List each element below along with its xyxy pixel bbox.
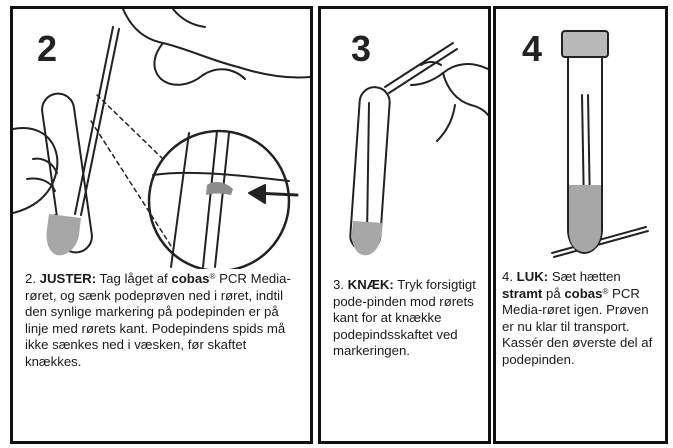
step-2-brand: cobas [171, 271, 210, 286]
step-2-caption [25, 271, 305, 371]
step-2-illustration [13, 9, 310, 269]
step-4-text-1: Sæt hætten [551, 269, 621, 284]
step-3-caption [333, 277, 479, 360]
tube-liquid-4 [569, 185, 601, 252]
step-3-prefix: 3. [333, 277, 344, 292]
step-2-heading: JUSTER: [39, 271, 97, 286]
step-number-2: 2 [37, 28, 58, 69]
upper-hand-finger [154, 43, 203, 85]
hand-3-outline [411, 64, 488, 85]
step-2-text-2: PCR Media-røret, og sænk podeprøven ned i røret, indtil den synlige markering på podepinden er på linje med rørets kant. Podepindens spids må ikke sænkes ned i væsken, før skaftet knækkes. [25, 271, 291, 369]
step-3-illustration [321, 9, 488, 269]
step-2-text-1: Tag låget af [99, 271, 168, 286]
swab-marking [206, 182, 233, 195]
step-3-panel [318, 6, 491, 444]
step-4-text-2: på [545, 285, 561, 301]
step-2-panel [10, 6, 313, 444]
tube-liquid-2 [46, 214, 81, 255]
step-number-4: 4 [522, 28, 543, 69]
step-4-caption [502, 269, 662, 369]
step-4-text-3: PCR Media-røret igen. Prøven er nu klar til transport. Kassér den øverste del af podepinden. [502, 285, 653, 367]
zoom-line-bottom [91, 121, 173, 249]
step-2-reg: ® [209, 272, 216, 281]
magnifier-circle [149, 131, 289, 269]
step-4-brand: cobas [564, 285, 603, 301]
tube-cap [562, 31, 608, 57]
upper-hand-outline [123, 9, 310, 78]
swab-shaft-2 [75, 27, 113, 214]
swab-3 [385, 43, 453, 87]
zoomed-tube-rim [153, 173, 289, 181]
zoom-line-top [97, 95, 163, 159]
step-3-text-1: Tryk forsigtigt pode-pinden mod rørets kant for at knække podepindsskaftet ved markeringen. [333, 277, 476, 359]
step-number-3: 3 [351, 28, 372, 69]
step-4-prefix: 4. [502, 269, 513, 284]
step-4-bold-1: stramt [502, 285, 543, 301]
tube-liquid-3 [352, 221, 383, 255]
step-4-heading: LUK: [516, 269, 549, 284]
step-4-reg: ® [602, 286, 609, 296]
step-2-prefix: 2. [25, 271, 36, 286]
zoomed-swab [203, 131, 217, 267]
step-3-heading: KNÆK: [347, 277, 394, 292]
step-4-panel [493, 6, 668, 444]
